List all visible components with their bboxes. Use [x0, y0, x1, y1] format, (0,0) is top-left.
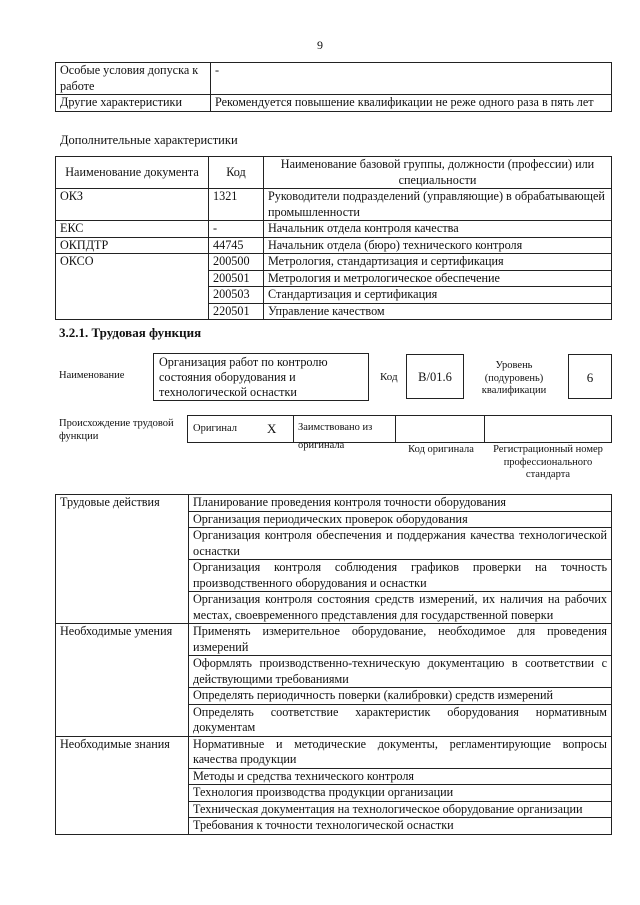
cell-code: 44745 — [209, 237, 264, 254]
table-cell-key: Другие характеристики — [56, 95, 211, 112]
column-header-document: Наименование документа — [56, 157, 209, 189]
column-header-name: Наименование базовой группы, должности (профессии) или специальности — [264, 157, 612, 189]
table-header-row — [56, 157, 612, 189]
original-label: Оригинал — [193, 423, 237, 434]
cell-name: Управление качеством — [264, 303, 612, 320]
reg-number-label: Регистрационный номер профессионального стандарта — [493, 444, 603, 480]
additional-characteristics-table — [55, 156, 612, 320]
cell-doc: ОКСО — [56, 254, 209, 320]
level-label: Уровень (подуровень) квалификации — [481, 360, 547, 396]
category-required-skills: Необходимые умения — [56, 624, 189, 737]
table-cell-key: Особые условия допуска к работе — [56, 63, 211, 95]
page-number: 9 — [317, 38, 323, 52]
table-row — [56, 221, 612, 238]
cell-code: 200501 — [209, 270, 264, 287]
origin-label: Происхождение трудовой функции — [59, 418, 174, 442]
labor-function-heading: 3.2.1. Трудовая функция — [59, 325, 202, 340]
cell-code: 200500 — [209, 254, 264, 271]
table-row — [56, 63, 612, 95]
borrowed-label: Заимствовано из оригинала — [298, 422, 373, 451]
table-cell: Техническая документация на технологическое оборудование организации — [189, 801, 612, 818]
function-name-value: Организация работ по контролю состояния оборудования и технологической оснастки — [159, 355, 328, 399]
cell-code: 200503 — [209, 287, 264, 304]
table-cell: Применять измерительное оборудование, необходимое для проведения измерений — [189, 624, 612, 656]
table-cell-value: - — [211, 63, 612, 95]
table-row — [56, 495, 612, 512]
code-original-label: Код оригинала — [408, 444, 474, 455]
cell-name: Стандартизация и сертификация — [264, 287, 612, 304]
cell-name: Руководители подразделений (управляющие) в обрабатывающей промышленности — [264, 189, 612, 221]
original-mark: X — [267, 421, 277, 436]
origin-original-box — [187, 415, 294, 443]
table-row — [56, 237, 612, 254]
code-original-box — [395, 415, 485, 443]
table-cell: Организация контроля состояния средств измерений, их наличия на рабочих местах, своевременного представления для государственной поверки — [189, 592, 612, 624]
cell-name: Метрология, стандартизация и сертификация — [264, 254, 612, 271]
function-code-box — [406, 354, 464, 399]
table-cell: Технология производства продукции организации — [189, 785, 612, 802]
table-cell: Оформлять производственно-техническую документацию в соответствии с действующими требованиями — [189, 656, 612, 688]
table-row — [56, 624, 612, 656]
table-row — [56, 736, 612, 768]
cell-doc: ОКЗ — [56, 189, 209, 221]
cell-code: - — [209, 221, 264, 238]
column-header-code: Код — [209, 157, 264, 189]
table-cell: Определять периодичность поверки (калибровки) средств измерений — [189, 688, 612, 705]
borrowed-box — [293, 415, 396, 451]
conditions-table — [55, 62, 612, 112]
table-cell: Организация периодических проверок оборудования — [189, 511, 612, 528]
level-value: 6 — [586, 370, 594, 385]
table-cell: Организация контроля обеспечения и поддержания качества технологической оснастки — [189, 528, 612, 560]
table-cell: Нормативные и методические документы, регламентирующие вопросы качества продукции — [189, 736, 612, 768]
name-label: Наименование — [59, 370, 125, 381]
reg-number-box — [484, 415, 612, 443]
category-labor-actions: Трудовые действия — [56, 495, 189, 624]
function-details-table — [55, 494, 612, 835]
table-row — [56, 189, 612, 221]
cell-doc: ЕКС — [56, 221, 209, 238]
table-cell: Определять соответствие характеристик оборудования нормативным документам — [189, 704, 612, 736]
function-code-value: B/01.6 — [418, 370, 452, 384]
category-required-knowledge: Необходимые знания — [56, 736, 189, 834]
additional-characteristics-caption: Дополнительные характеристики — [60, 133, 238, 147]
function-name-box — [153, 353, 369, 401]
table-row — [56, 95, 612, 112]
cell-code: 220501 — [209, 303, 264, 320]
table-row — [56, 254, 612, 271]
table-cell: Планирование проведения контроля точности оборудования — [189, 495, 612, 512]
cell-name: Начальник отдела (бюро) технического контроля — [264, 237, 612, 254]
cell-name: Метрология и метрологическое обеспечение — [264, 270, 612, 287]
cell-doc: ОКПДТР — [56, 237, 209, 254]
cell-code: 1321 — [209, 189, 264, 221]
table-cell: Требования к точности технологической оснастки — [189, 818, 612, 835]
level-box — [568, 354, 612, 399]
code-label: Код — [380, 371, 398, 383]
table-cell: Методы и средства технического контроля — [189, 768, 612, 785]
cell-name: Начальник отдела контроля качества — [264, 221, 612, 238]
table-cell-value: Рекомендуется повышение квалификации не реже одного раза в пять лет — [211, 95, 612, 112]
table-cell: Организация контроля соблюдения графиков проверки на точность производственного оборудования и оснастки — [189, 560, 612, 592]
